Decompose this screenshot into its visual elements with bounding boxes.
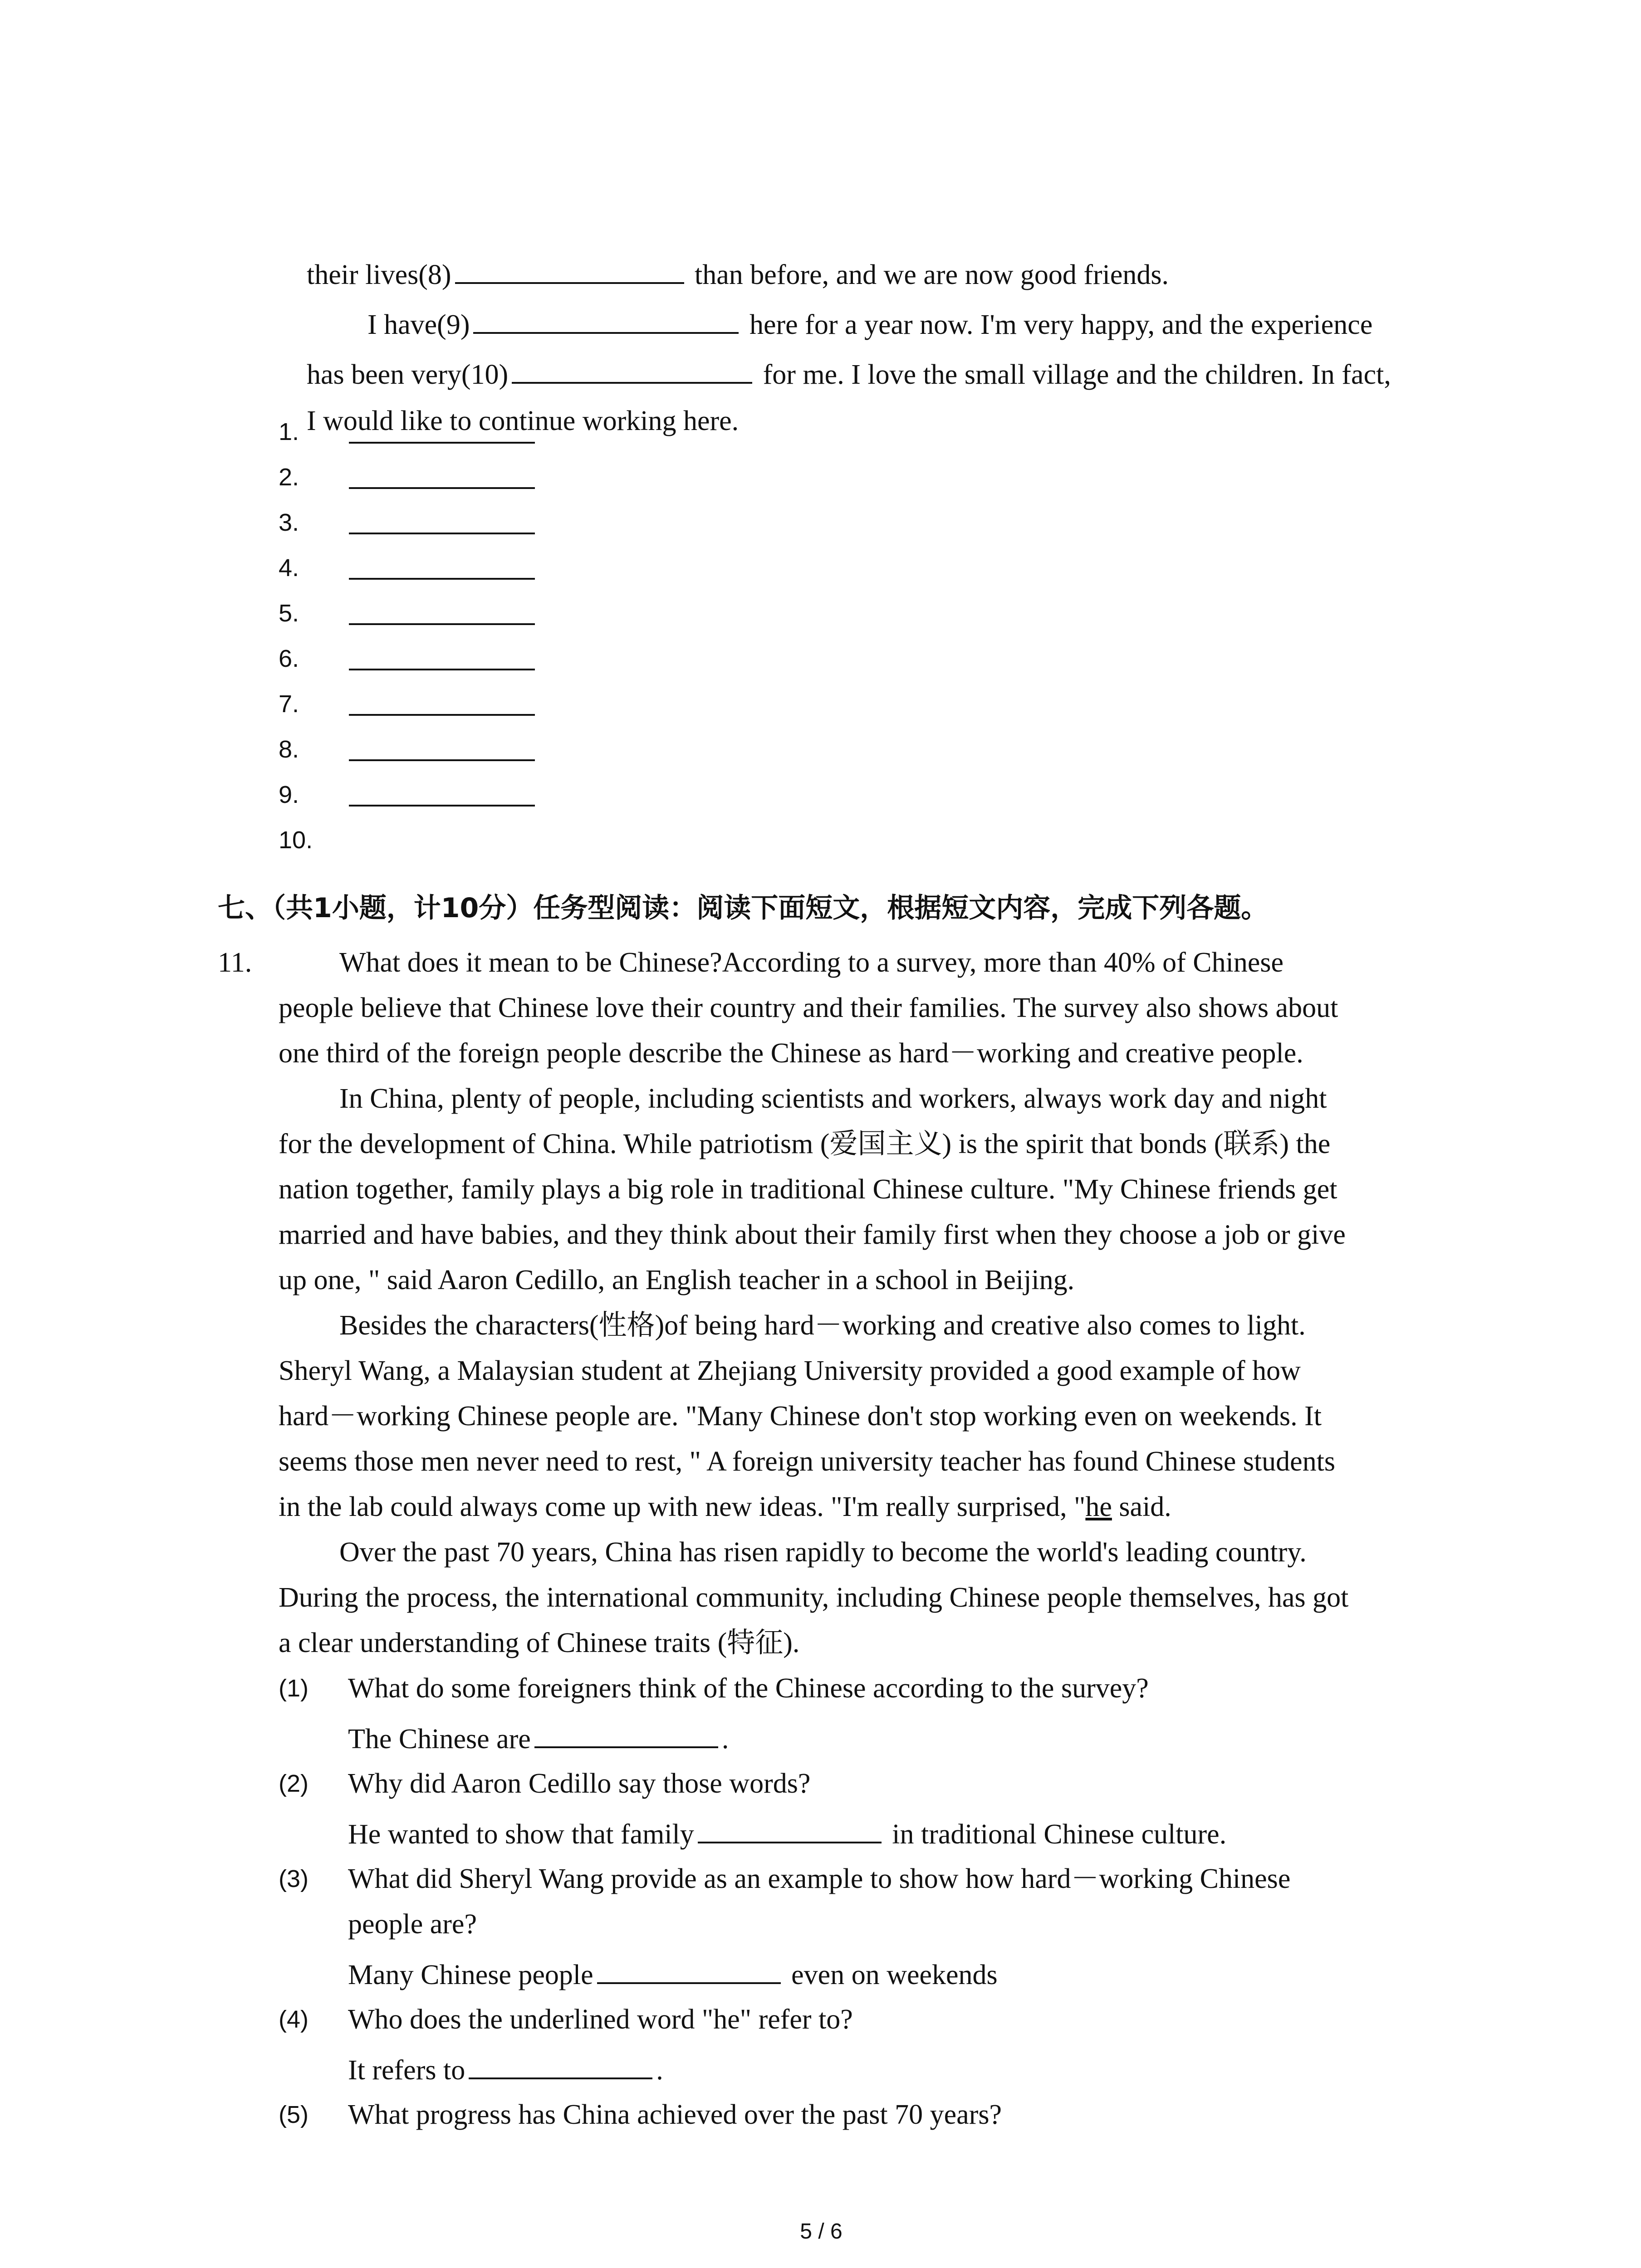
reading-line: married and have babies, and they think about their family first when they choose a job or give — [279, 1219, 1346, 1250]
passage-text: I have(9) — [367, 309, 470, 340]
answer-number: 2. — [279, 464, 299, 491]
answer-prefix: He wanted to show that family — [348, 1819, 694, 1850]
answer-blank[interactable] — [597, 1956, 781, 1984]
passage-line — [279, 367, 739, 475]
subquestion-answer — [348, 1720, 729, 1757]
reading-line: up one, " said Aaron Cedillo, an English teacher in a school in Beijing. — [279, 1265, 1075, 1295]
passage-text: for me. I love the small village and the children. In fact, — [756, 359, 1391, 390]
answer-line[interactable] — [349, 578, 535, 580]
answer-number: 5. — [279, 600, 299, 627]
answer-line[interactable] — [349, 669, 535, 670]
answer-line[interactable] — [349, 533, 535, 534]
answer-number: 6. — [279, 645, 299, 672]
answer-prefix: Many Chinese people — [348, 1960, 593, 1990]
subquestion-text: Why did Aaron Cedillo say those words? — [348, 1768, 811, 1799]
passage-text: their lives(8) — [307, 259, 451, 290]
passage-text: than before, and we are now good friends. — [687, 259, 1169, 290]
answer-blank[interactable] — [469, 2051, 652, 2079]
reading-line: In China, plenty of people, including scientists and workers, always work day and night — [339, 1083, 1327, 1114]
answer-line[interactable] — [349, 805, 535, 807]
answer-number: 9. — [279, 781, 299, 808]
question-number: 11. — [218, 947, 252, 978]
subquestion-answer — [348, 1956, 998, 1993]
reading-text: in the lab could always come up with new ideas. "I'm really surprised, " — [279, 1491, 1086, 1522]
reading-line: During the process, the international community, including Chinese people themselves, has got — [279, 1582, 1349, 1613]
answer-blank[interactable] — [534, 1720, 718, 1748]
answer-number: 8. — [279, 736, 299, 763]
subquestion-number: (5) — [279, 2101, 309, 2128]
subquestion-number: (3) — [279, 1865, 309, 1892]
reading-line: for the development of China. While patriotism (爱国主义) is the spirit that bonds (联系) the — [279, 1129, 1331, 1159]
answer-number: 4. — [279, 554, 299, 582]
subquestion-answer — [348, 2051, 663, 2088]
subquestion-text: What do some foreigners think of the Chinese according to the survey? — [348, 1673, 1149, 1704]
answer-suffix: . — [721, 1724, 729, 1755]
reading-line: one third of the foreign people describe the Chinese as hard－working and creative people. — [279, 1038, 1303, 1069]
subquestion-number: (2) — [279, 1770, 309, 1797]
answer-line[interactable] — [349, 487, 535, 489]
answer-line[interactable] — [349, 714, 535, 716]
subquestion-number: (4) — [279, 2006, 309, 2033]
answer-number: 10. — [279, 826, 313, 854]
reading-line: Over the past 70 years, China has risen rapidly to become the world's leading country. — [339, 1537, 1307, 1568]
reading-line: Sheryl Wang, a Malaysian student at Zhejiang University provided a good example of how — [279, 1355, 1301, 1386]
section-title: 七、（共1小题，计10分）任务型阅读：阅读下面短文，根据短文内容，完成下列各题。 — [218, 892, 1269, 924]
underlined-word: he — [1085, 1491, 1112, 1522]
reading-line: seems those men never need to rest, " A foreign university teacher has found Chinese students — [279, 1446, 1336, 1477]
reading-line: hard－working Chinese people are. "Many Chinese don't stop working even on weekends. It — [279, 1401, 1322, 1432]
passage-text: I would like to continue working here. — [307, 406, 739, 436]
answer-line[interactable] — [349, 759, 535, 761]
passage-text: here for a year now. I'm very happy, and the experience — [742, 309, 1373, 340]
reading-line: nation together, family plays a big role in traditional Chinese culture. "My Chinese friends get — [279, 1174, 1337, 1205]
subquestion-text: What progress has China achieved over the past 70 years? — [348, 2099, 1002, 2130]
subquestion-text: What did Sheryl Wang provide as an example to show how hard－working Chinese — [348, 1863, 1291, 1894]
passage-text: has been very(10) — [307, 359, 509, 390]
reading-line — [279, 1489, 1171, 1525]
reading-line: a clear understanding of Chinese traits (特征). — [279, 1628, 800, 1658]
reading-line: Besides the characters(性格)of being hard－working and creative also comes to light. — [339, 1310, 1306, 1341]
answer-number: 1. — [279, 418, 299, 445]
answer-number: 7. — [279, 690, 299, 718]
answer-line[interactable] — [349, 442, 535, 444]
answer-line[interactable] — [349, 623, 535, 625]
subquestion-answer — [348, 1815, 1226, 1853]
answer-prefix: It refers to — [348, 2055, 465, 2086]
answer-suffix: . — [656, 2055, 663, 2086]
reading-line: people believe that Chinese love their country and their families. The survey also shows about — [279, 992, 1338, 1023]
page-number: 5 / 6 — [800, 2219, 843, 2244]
subquestion-text: people are? — [348, 1909, 477, 1940]
answer-blank[interactable] — [698, 1815, 882, 1843]
subquestion-text: Who does the underlined word "he" refer to? — [348, 2004, 853, 2035]
answer-prefix: The Chinese are — [348, 1724, 531, 1755]
reading-line: What does it mean to be Chinese?According to a survey, more than 40% of Chinese — [339, 947, 1283, 978]
answer-suffix: even on weekends — [784, 1960, 998, 1990]
answer-number: 3. — [279, 509, 299, 536]
reading-text: said. — [1112, 1491, 1171, 1522]
subquestion-number: (1) — [279, 1675, 309, 1702]
answer-suffix: in traditional Chinese culture. — [885, 1819, 1227, 1850]
